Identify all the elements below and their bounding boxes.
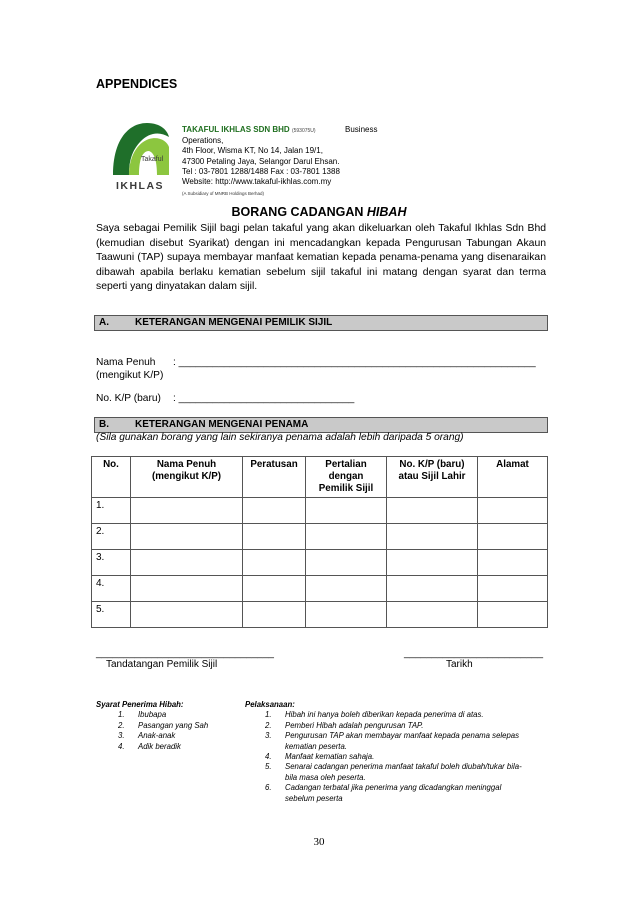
form-title [0, 205, 638, 219]
company-line: 4th Floor, Wisma KT, No 14, Jalan 19/1, [182, 146, 323, 156]
kp-label: No. K/P (baru) [96, 393, 161, 404]
list-item: 4. Adik beradik [118, 741, 181, 751]
cell-alamat[interactable] [478, 576, 548, 602]
company-line: Operations, [182, 136, 224, 146]
cell-nama[interactable] [131, 550, 243, 576]
company-line: Tel : 03-7801 1288/1488 Fax : 03-7801 1388 [182, 166, 340, 176]
nama-input-line[interactable]: : _______________________________________________________________ [173, 357, 536, 368]
cell-peratusan[interactable] [243, 498, 306, 524]
row-number: 3. [92, 550, 131, 576]
list-item: 3. Pengurusan TAP akan membayar manfaat kepada penama selepas kematian peserta. [265, 731, 520, 751]
cell-nama[interactable] [131, 524, 243, 550]
section-a-title: KETERANGAN MENGENAI PEMILIK SIJIL [135, 317, 333, 328]
cell-alamat[interactable] [478, 602, 548, 628]
list-item: 2. Pemberi Hibah adalah pengurusan TAP. [265, 720, 424, 730]
date-line[interactable]: _________________________ [404, 648, 544, 659]
cell-pertalian[interactable] [306, 576, 387, 602]
cell-alamat[interactable] [478, 550, 548, 576]
cell-peratusan[interactable] [243, 576, 306, 602]
cell-nama[interactable] [131, 576, 243, 602]
cell-peratusan[interactable] [243, 550, 306, 576]
list-item: 3. Anak-anak [118, 731, 176, 741]
table-row [92, 576, 548, 602]
header-kp: No. K/P (baru) atau Sijil Lahir [387, 457, 478, 498]
table-row [92, 550, 548, 576]
penama-table [91, 456, 548, 628]
company-address [182, 125, 382, 199]
section-b-bar [94, 417, 548, 433]
table-row [92, 602, 548, 628]
syarat-title: Syarat Penerima Hibah: [96, 700, 184, 709]
list-item: 6. Cadangan terbatal jika penerima yang dicadangkan meninggal sebelum peserta [265, 783, 502, 803]
logo-top-text: Takaful [141, 156, 164, 163]
cell-peratusan[interactable] [243, 524, 306, 550]
form-title-italic: HIBAH [366, 205, 407, 219]
company-line: 47300 Petaling Jaya, Selangor Darul Ehsan. [182, 156, 340, 166]
header-no: No. [92, 457, 131, 498]
kp-input-line[interactable]: : _______________________________ [173, 393, 355, 404]
page-number: 30 [313, 836, 325, 848]
row-number: 2. [92, 524, 131, 550]
cell-kp[interactable] [387, 498, 478, 524]
logo-bottom-text: IKHLAS [115, 180, 165, 192]
cell-pertalian[interactable] [306, 602, 387, 628]
table-row [92, 524, 548, 550]
nama-sub-label: (mengikut K/P) [96, 370, 164, 381]
company-website: Website: http://www.takaful-ikhlas.com.my [182, 177, 332, 187]
cell-pertalian[interactable] [306, 498, 387, 524]
header-pertalian: Pertalian dengan Pemilik Sijil [306, 457, 387, 498]
list-item: 2. Pasangan yang Sah [118, 720, 209, 730]
company-subsidiary: (A Subsidiary of MNRB Holdings Berhad) [182, 191, 265, 197]
syarat-block [96, 700, 236, 752]
cell-nama[interactable] [131, 498, 243, 524]
list-item: 1. Hibah ini hanya boleh diberikan kepada penerima di atas. [265, 710, 484, 720]
cell-kp[interactable] [387, 524, 478, 550]
table-header-row [92, 457, 548, 498]
section-b-note: (Sila gunakan borang yang lain sekiranya penama adalah lebih daripada 5 orang) [96, 432, 464, 443]
cell-kp[interactable] [387, 576, 478, 602]
list-item: 1. Ibubapa [118, 710, 167, 720]
cell-alamat[interactable] [478, 498, 548, 524]
cell-pertalian[interactable] [306, 524, 387, 550]
form-title-main: BORANG CADANGAN [231, 205, 367, 219]
section-a-bar [94, 315, 548, 331]
cell-kp[interactable] [387, 550, 478, 576]
cell-nama[interactable] [131, 602, 243, 628]
row-number: 5. [92, 602, 131, 628]
cell-pertalian[interactable] [306, 550, 387, 576]
list-item: 5. Senarai cadangan penerima manfaat takaful boleh diubah/tukar bila-bila masa oleh peserta. [265, 762, 522, 782]
header-nama: Nama Penuh (mengikut K/P) [131, 457, 243, 498]
section-b-title: KETERANGAN MENGENAI PENAMA [135, 419, 309, 430]
section-b-letter: B. [99, 419, 109, 430]
row-number: 1. [92, 498, 131, 524]
date-label: Tarikh [446, 659, 473, 670]
section-a-letter: A. [99, 317, 109, 328]
row-number: 4. [92, 576, 131, 602]
cell-alamat[interactable] [478, 524, 548, 550]
intro-paragraph: Saya sebagai Pemilik Sijil bagi pelan takaful yang akan dikeluarkan oleh Takaful Ikhlas Sdn Bhd (kemudian disebut Syarikat) dengan ini mencadangkan kepada Pengurusan Tabungan Akaun Taawuni (TAP) supaya membayar manfaat kematian kepada penama-penama yang disenaraikan dibawah apabila berlaku kematian sebelum sijil takaful ini matang dengan syarat dan terma seperti yang dinyatakan dalam sijil. [96, 223, 546, 293]
cell-kp[interactable] [387, 602, 478, 628]
signature-label: Tandatangan Pemilik Sijil [106, 659, 218, 670]
company-department: Business [345, 125, 378, 134]
pelaksanaan-title: Pelaksanaan: [245, 700, 295, 709]
takaful-ikhlas-logo [107, 117, 173, 193]
list-item: 4. Manfaat kematian sahaja. [265, 752, 375, 762]
nama-label: Nama Penuh [96, 357, 156, 368]
pelaksanaan-block [245, 700, 525, 804]
cell-peratusan[interactable] [243, 602, 306, 628]
header-alamat: Alamat [478, 457, 548, 498]
company-reg-no: (593075U) [291, 128, 316, 134]
appendices-heading: APPENDICES [96, 77, 178, 91]
header-peratusan: Peratusan [243, 457, 306, 498]
signature-line[interactable]: ________________________________ [96, 648, 274, 659]
table-row [92, 498, 548, 524]
company-name: TAKAFUL IKHLAS SDN BHD [182, 125, 290, 134]
